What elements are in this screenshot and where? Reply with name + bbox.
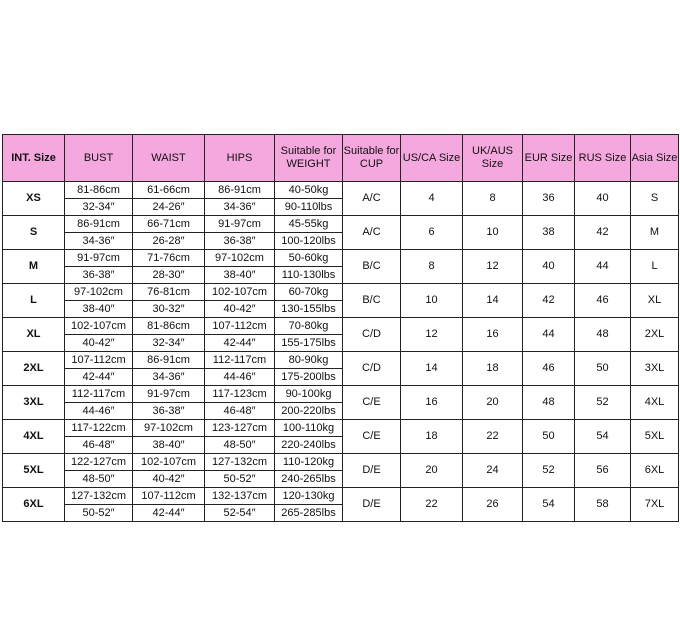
- eur-size: 50: [523, 420, 575, 454]
- header-eur: EUR Size: [523, 135, 575, 182]
- hips-in: 52-54″: [205, 505, 275, 522]
- bust-in: 48-50″: [65, 471, 133, 488]
- header-waist: WAIST: [133, 135, 205, 182]
- bust-cm: 102-107cm: [65, 318, 133, 335]
- hips-in: 48-50″: [205, 437, 275, 454]
- us-ca-size: 16: [401, 386, 463, 420]
- bust-cm: 97-102cm: [65, 284, 133, 301]
- us-ca-size: 12: [401, 318, 463, 352]
- uk-aus-size: 10: [463, 216, 523, 250]
- waist-cm: 76-81cm: [133, 284, 205, 301]
- bust-in: 44-46″: [65, 403, 133, 420]
- weight-lbs: 155-175lbs: [275, 335, 343, 352]
- bust-cm: 91-97cm: [65, 250, 133, 267]
- table-row: [3, 182, 679, 199]
- cup-size: C/E: [343, 420, 401, 454]
- asia-size: 5XL: [631, 420, 679, 454]
- uk-aus-size: 12: [463, 250, 523, 284]
- waist-cm: 66-71cm: [133, 216, 205, 233]
- bust-in: 34-36″: [65, 233, 133, 250]
- weight-lbs: 200-220lbs: [275, 403, 343, 420]
- header-bust: BUST: [65, 135, 133, 182]
- rus-size: 56: [575, 454, 631, 488]
- hips-cm: 112-117cm: [205, 352, 275, 369]
- bust-in: 42-44″: [65, 369, 133, 386]
- uk-aus-size: 8: [463, 182, 523, 216]
- weight-kg: 60-70kg: [275, 284, 343, 301]
- hips-in: 34-36″: [205, 199, 275, 216]
- cup-size: A/C: [343, 182, 401, 216]
- waist-in: 26-28″: [133, 233, 205, 250]
- waist-in: 32-34″: [133, 335, 205, 352]
- us-ca-size: 8: [401, 250, 463, 284]
- rus-size: 52: [575, 386, 631, 420]
- size-label: L: [3, 284, 65, 318]
- bust-cm: 107-112cm: [65, 352, 133, 369]
- table-row: [3, 318, 679, 335]
- size-chart-table: [2, 134, 679, 522]
- eur-size: 44: [523, 318, 575, 352]
- hips-in: 44-46″: [205, 369, 275, 386]
- hips-in: 42-44″: [205, 335, 275, 352]
- table-row: [3, 250, 679, 267]
- weight-lbs: 265-285lbs: [275, 505, 343, 522]
- header-uk-aus: UK/AUS Size: [463, 135, 523, 182]
- waist-cm: 102-107cm: [133, 454, 205, 471]
- bust-cm: 81-86cm: [65, 182, 133, 199]
- bust-cm: 122-127cm: [65, 454, 133, 471]
- waist-in: 36-38″: [133, 403, 205, 420]
- waist-in: 28-30″: [133, 267, 205, 284]
- bust-in: 32-34″: [65, 199, 133, 216]
- asia-size: S: [631, 182, 679, 216]
- asia-size: XL: [631, 284, 679, 318]
- weight-lbs: 130-155lbs: [275, 301, 343, 318]
- hips-in: 38-40″: [205, 267, 275, 284]
- waist-cm: 97-102cm: [133, 420, 205, 437]
- header-hips: HIPS: [205, 135, 275, 182]
- weight-kg: 90-100kg: [275, 386, 343, 403]
- waist-cm: 61-66cm: [133, 182, 205, 199]
- waist-cm: 91-97cm: [133, 386, 205, 403]
- cup-size: C/E: [343, 386, 401, 420]
- table-row: [3, 386, 679, 403]
- size-label: 2XL: [3, 352, 65, 386]
- weight-kg: 70-80kg: [275, 318, 343, 335]
- waist-cm: 86-91cm: [133, 352, 205, 369]
- asia-size: 4XL: [631, 386, 679, 420]
- size-label: 4XL: [3, 420, 65, 454]
- size-label: 6XL: [3, 488, 65, 522]
- size-label: S: [3, 216, 65, 250]
- weight-lbs: 175-200lbs: [275, 369, 343, 386]
- hips-cm: 86-91cm: [205, 182, 275, 199]
- weight-kg: 110-120kg: [275, 454, 343, 471]
- asia-size: 2XL: [631, 318, 679, 352]
- header-int-size: INT. Size: [3, 135, 65, 182]
- waist-in: 24-26″: [133, 199, 205, 216]
- weight-kg: 120-130kg: [275, 488, 343, 505]
- asia-size: 3XL: [631, 352, 679, 386]
- us-ca-size: 20: [401, 454, 463, 488]
- cup-size: B/C: [343, 250, 401, 284]
- header-weight: Suitable for WEIGHT: [275, 135, 343, 182]
- bust-cm: 127-132cm: [65, 488, 133, 505]
- size-label: XS: [3, 182, 65, 216]
- rus-size: 54: [575, 420, 631, 454]
- rus-size: 50: [575, 352, 631, 386]
- asia-size: 7XL: [631, 488, 679, 522]
- hips-cm: 123-127cm: [205, 420, 275, 437]
- table-row: [3, 454, 679, 471]
- waist-cm: 107-112cm: [133, 488, 205, 505]
- eur-size: 48: [523, 386, 575, 420]
- header-us-ca: US/CA Size: [401, 135, 463, 182]
- bust-cm: 86-91cm: [65, 216, 133, 233]
- size-label: XL: [3, 318, 65, 352]
- rus-size: 42: [575, 216, 631, 250]
- us-ca-size: 6: [401, 216, 463, 250]
- hips-in: 40-42″: [205, 301, 275, 318]
- eur-size: 52: [523, 454, 575, 488]
- rus-size: 46: [575, 284, 631, 318]
- header-asia: Asia Size: [631, 135, 679, 182]
- hips-cm: 97-102cm: [205, 250, 275, 267]
- size-label: M: [3, 250, 65, 284]
- uk-aus-size: 18: [463, 352, 523, 386]
- header-row: [3, 135, 679, 182]
- cup-size: D/E: [343, 454, 401, 488]
- rus-size: 40: [575, 182, 631, 216]
- uk-aus-size: 16: [463, 318, 523, 352]
- hips-cm: 107-112cm: [205, 318, 275, 335]
- hips-cm: 102-107cm: [205, 284, 275, 301]
- weight-lbs: 100-120lbs: [275, 233, 343, 250]
- asia-size: M: [631, 216, 679, 250]
- weight-lbs: 240-265lbs: [275, 471, 343, 488]
- us-ca-size: 4: [401, 182, 463, 216]
- eur-size: 46: [523, 352, 575, 386]
- weight-lbs: 220-240lbs: [275, 437, 343, 454]
- hips-cm: 117-123cm: [205, 386, 275, 403]
- us-ca-size: 10: [401, 284, 463, 318]
- weight-kg: 80-90kg: [275, 352, 343, 369]
- bust-cm: 112-117cm: [65, 386, 133, 403]
- uk-aus-size: 24: [463, 454, 523, 488]
- cup-size: C/D: [343, 352, 401, 386]
- cup-size: A/C: [343, 216, 401, 250]
- weight-kg: 50-60kg: [275, 250, 343, 267]
- cup-size: B/C: [343, 284, 401, 318]
- uk-aus-size: 14: [463, 284, 523, 318]
- weight-lbs: 110-130lbs: [275, 267, 343, 284]
- bust-in: 38-40″: [65, 301, 133, 318]
- us-ca-size: 22: [401, 488, 463, 522]
- uk-aus-size: 26: [463, 488, 523, 522]
- uk-aus-size: 20: [463, 386, 523, 420]
- uk-aus-size: 22: [463, 420, 523, 454]
- header-cup: Suitable for CUP: [343, 135, 401, 182]
- hips-in: 46-48″: [205, 403, 275, 420]
- rus-size: 58: [575, 488, 631, 522]
- eur-size: 36: [523, 182, 575, 216]
- header-rus: RUS Size: [575, 135, 631, 182]
- eur-size: 54: [523, 488, 575, 522]
- hips-in: 50-52″: [205, 471, 275, 488]
- table-row: [3, 488, 679, 505]
- cup-size: C/D: [343, 318, 401, 352]
- hips-in: 36-38″: [205, 233, 275, 250]
- eur-size: 42: [523, 284, 575, 318]
- us-ca-size: 18: [401, 420, 463, 454]
- table-row: [3, 216, 679, 233]
- asia-size: L: [631, 250, 679, 284]
- bust-in: 40-42″: [65, 335, 133, 352]
- hips-cm: 91-97cm: [205, 216, 275, 233]
- table-row: [3, 352, 679, 369]
- hips-cm: 127-132cm: [205, 454, 275, 471]
- hips-cm: 132-137cm: [205, 488, 275, 505]
- waist-in: 38-40″: [133, 437, 205, 454]
- waist-in: 34-36″: [133, 369, 205, 386]
- size-label: 5XL: [3, 454, 65, 488]
- eur-size: 38: [523, 216, 575, 250]
- asia-size: 6XL: [631, 454, 679, 488]
- weight-lbs: 90-110lbs: [275, 199, 343, 216]
- bust-in: 50-52″: [65, 505, 133, 522]
- table-row: [3, 420, 679, 437]
- rus-size: 48: [575, 318, 631, 352]
- waist-in: 30-32″: [133, 301, 205, 318]
- bust-in: 36-38″: [65, 267, 133, 284]
- weight-kg: 40-50kg: [275, 182, 343, 199]
- eur-size: 40: [523, 250, 575, 284]
- waist-cm: 81-86cm: [133, 318, 205, 335]
- bust-cm: 117-122cm: [65, 420, 133, 437]
- waist-in: 40-42″: [133, 471, 205, 488]
- weight-kg: 45-55kg: [275, 216, 343, 233]
- size-rows: [3, 182, 679, 522]
- waist-in: 42-44″: [133, 505, 205, 522]
- cup-size: D/E: [343, 488, 401, 522]
- size-label: 3XL: [3, 386, 65, 420]
- us-ca-size: 14: [401, 352, 463, 386]
- waist-cm: 71-76cm: [133, 250, 205, 267]
- bust-in: 46-48″: [65, 437, 133, 454]
- weight-kg: 100-110kg: [275, 420, 343, 437]
- rus-size: 44: [575, 250, 631, 284]
- table-row: [3, 284, 679, 301]
